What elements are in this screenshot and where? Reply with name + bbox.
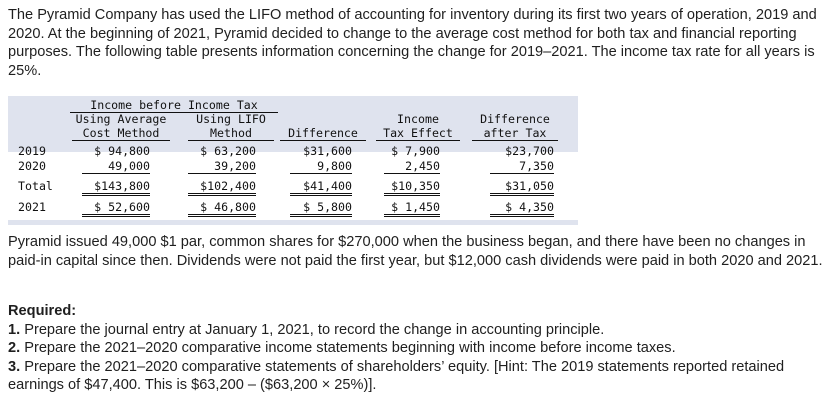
header-tax-line1: Income bbox=[397, 112, 439, 126]
header-after-line2: after Tax bbox=[472, 126, 558, 141]
cell-2020-diff: 9,800 bbox=[290, 159, 352, 174]
required-item-number: 1. bbox=[8, 321, 21, 338]
row-label-2020: 2020 bbox=[18, 159, 46, 173]
required-item-number: 3. bbox=[8, 358, 21, 375]
cell-total-tax: $10,350 bbox=[384, 179, 440, 196]
header-difference: Difference bbox=[280, 126, 366, 141]
cell-2020-lifo: 39,200 bbox=[188, 159, 256, 174]
cell-2021-tax: $ 1,450 bbox=[384, 200, 440, 217]
cell-2021-lifo: $ 46,800 bbox=[188, 200, 256, 217]
capital-paragraph: Pyramid issued 49,000 $1 par, common shares for $270,000 when the business began, and there have been no changes in paid-in capital since then. Dividends were not paid the first year, but $12,000 cash dividends were paid in both 2020 and 2021. bbox=[8, 234, 823, 269]
group-header: Income before Income Tax bbox=[70, 98, 278, 113]
data-table bbox=[8, 96, 578, 224]
required-item bbox=[8, 321, 823, 340]
header-avg-line2: Cost Method bbox=[72, 126, 170, 141]
cell-2021-diff: $ 5,800 bbox=[290, 200, 352, 217]
cell-2019-diff: $31,600 bbox=[303, 144, 352, 158]
cell-total-lifo: $102,400 bbox=[188, 179, 256, 196]
header-after-line1: Difference bbox=[480, 112, 550, 126]
cell-2019-after: $23,700 bbox=[505, 144, 554, 158]
header-lifo-line2: Method bbox=[188, 126, 274, 141]
cell-2019-lifo: $ 63,200 bbox=[200, 144, 256, 158]
header-lifo-line1: Using LIFO bbox=[196, 112, 266, 126]
required-item-text: Prepare the journal entry at January 1, 2021, to record the change in accounting principle. bbox=[20, 321, 605, 338]
cell-2019-tax: $ 7,900 bbox=[391, 144, 440, 158]
problem-intro: The Pyramid Company has used the LIFO method of accounting for inventory during its first two years of operation, 2019 and 2020. At the beginning of 2021, Pyramid decided to change to the average cost method for both tax and financial reporting purposes. The following table presents information concerning the change for 2019–2021. The income tax rate for all years is 25%. bbox=[8, 7, 817, 79]
header-avg-line1: Using Average bbox=[75, 112, 167, 126]
table-bottom-rule bbox=[8, 220, 578, 225]
header-tax-line2: Tax Effect bbox=[376, 126, 460, 141]
cell-total-avg: $143,800 bbox=[82, 179, 150, 196]
required-item-text: Prepare the 2021–2020 comparative income statements beginning with income before income taxes. bbox=[20, 340, 676, 357]
cell-2021-after: $ 4,350 bbox=[490, 200, 554, 217]
cell-2021-avg: $ 52,600 bbox=[82, 200, 150, 217]
cell-2020-tax: 2,450 bbox=[384, 159, 440, 174]
cell-total-after: $31,050 bbox=[490, 179, 554, 196]
required-section bbox=[8, 302, 823, 395]
required-item bbox=[8, 358, 823, 395]
cell-2020-avg: 49,000 bbox=[82, 159, 150, 174]
row-label-2019: 2019 bbox=[18, 144, 46, 158]
row-label-total: Total bbox=[18, 179, 53, 193]
required-item-number: 2. bbox=[8, 340, 21, 357]
required-item bbox=[8, 339, 823, 358]
required-title: Required: bbox=[8, 303, 77, 319]
cell-2019-avg: $ 94,800 bbox=[94, 144, 150, 158]
row-label-2021: 2021 bbox=[18, 200, 46, 214]
cell-2020-after: 7,350 bbox=[490, 159, 554, 174]
required-item-text: Prepare the 2021–2020 comparative statements of shareholders’ equity. [Hint: The 2019 statements reported retained earnings of $47,400. This is $63,200 – ($63,200 × 25%)]. bbox=[8, 358, 785, 394]
cell-total-diff: $41,400 bbox=[290, 179, 352, 196]
